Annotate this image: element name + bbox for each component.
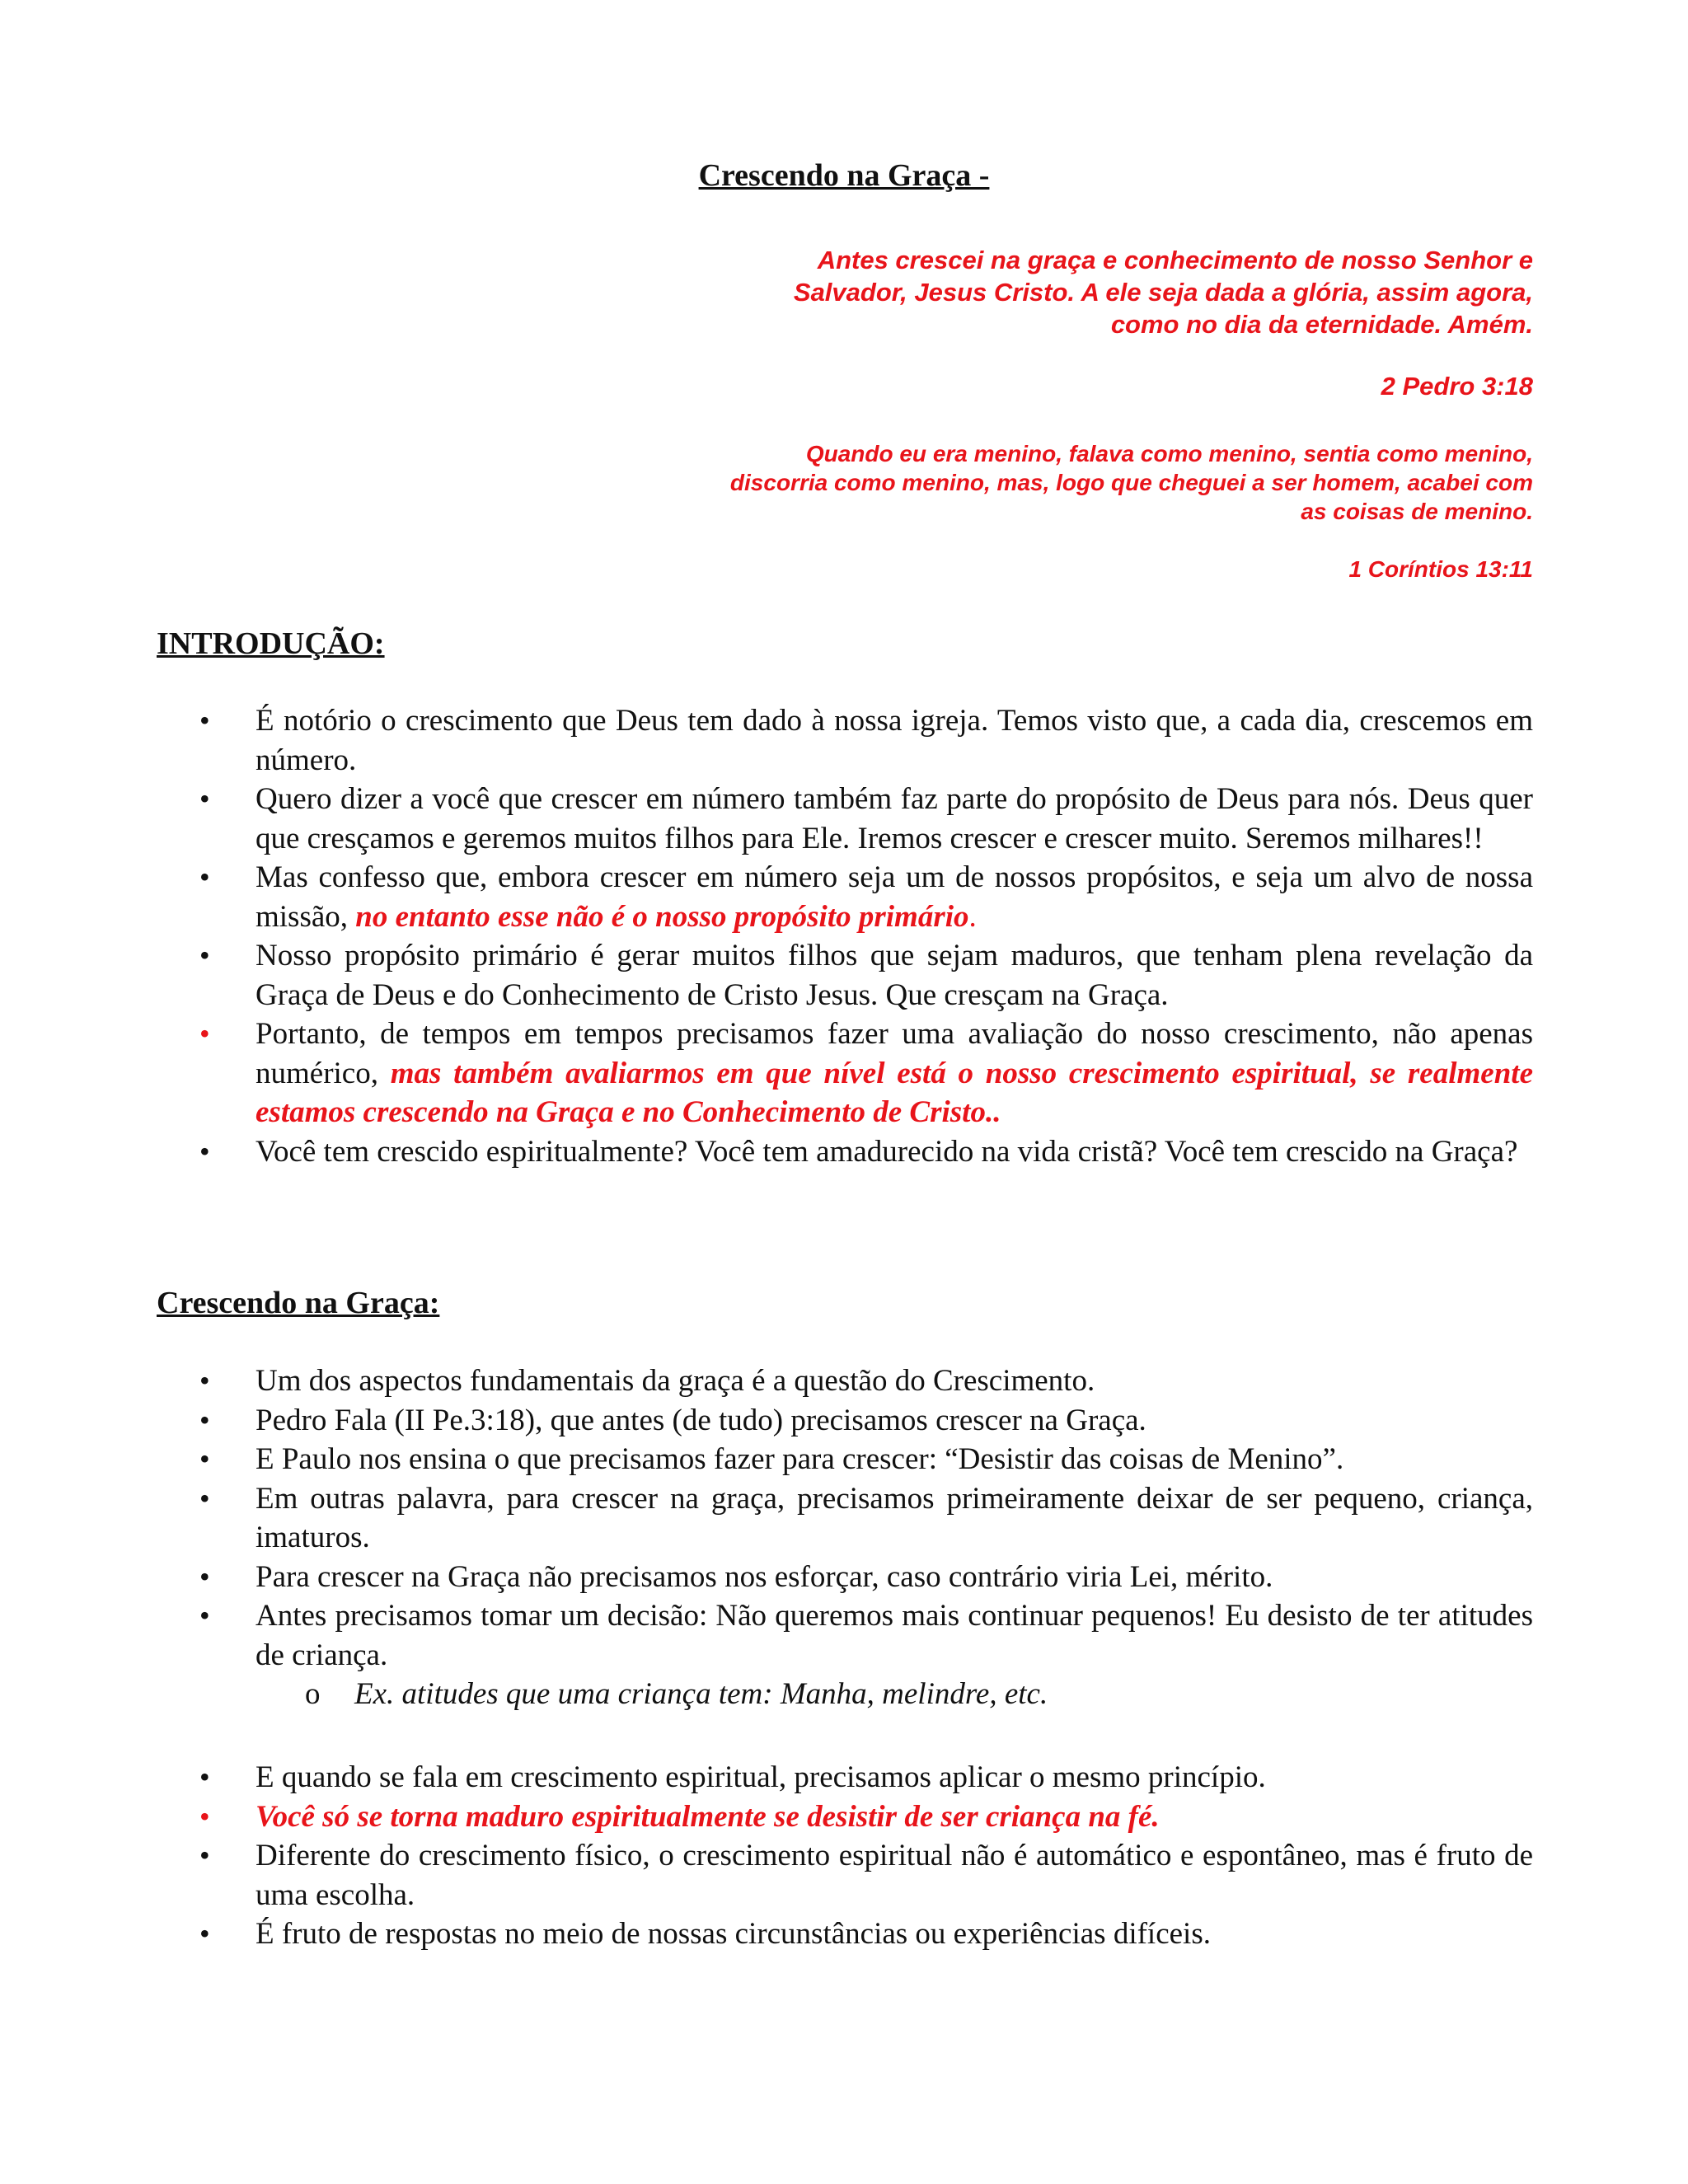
item-emphasis: no entanto esse não é o nosso propósito primário: [355, 899, 969, 934]
introduction-heading: INTRODUÇÃO:: [157, 626, 385, 661]
list-item: [157, 1440, 1533, 1479]
epigraph-reference-corinthians: 1 Coríntios 13:11: [1348, 556, 1533, 582]
growing-in-grace-heading: Crescendo na Graça:: [157, 1286, 440, 1320]
item-text: Antes precisamos tomar um decisão: Não queremos mais continuar pequenos! Eu desisto de ter atitudes de criança.: [256, 1599, 1533, 1672]
item-text: Em outras palavra, para crescer na graça, precisamos primeiramente deixar de ser pequeno, criança, imaturos.: [256, 1481, 1533, 1554]
epigraph-line: Quando eu era menino, falava como menino, sentia como menino,: [805, 441, 1533, 466]
item-text: Você tem crescido espiritualmente? Você tem amadurecido na vida cristã? Você tem crescido na Graça?: [256, 1134, 1518, 1169]
introduction-list: [157, 701, 1533, 1171]
item-text: É notório o crescimento que Deus tem dado à nossa igreja. Temos visto que, a cada dia, crescemos em número.: [256, 704, 1533, 777]
list-item: [157, 858, 1533, 936]
epigraph-line: como no dia da eternidade. Amém.: [1110, 310, 1533, 339]
list-item: [157, 1758, 1533, 1797]
list-item: [157, 936, 1533, 1015]
item-emphasis: Você só se torna maduro espiritualmente se desistir de ser criança na fé.: [256, 1799, 1160, 1834]
item-text: Diferente do crescimento físico, o crescimento espiritual não é automático e espontâneo, mas é fruto de uma escolha.: [256, 1839, 1533, 1912]
page-title: Crescendo na Graça -: [698, 158, 990, 193]
epigraph-line: as coisas de menino.: [1301, 499, 1533, 524]
list-item: [157, 1836, 1533, 1915]
item-text: Um dos aspectos fundamentais da graça é a questão do Crescimento.: [256, 1364, 1095, 1398]
epigraph-corinthians: [577, 439, 1533, 526]
item-text: Mas confesso que, embora crescer em número seja um de nossos propósitos, e seja um alvo de nossa missão,: [256, 860, 1533, 934]
epigraph-reference-peter: 2 Pedro 3:18: [1381, 372, 1533, 401]
item-text: Pedro Fala (II Pe.3:18), que antes (de tudo) precisamos crescer na Graça.: [256, 1403, 1146, 1437]
list-item: [157, 1401, 1533, 1441]
item-text: Quero dizer a você que crescer em número também faz parte do propósito de Deus para nós. Deus quer que cresçamos e geremos muitos filhos para Ele. Iremos crescer e crescer muito. Seremos milhares!!: [256, 782, 1533, 855]
growing-in-grace-list: [157, 1361, 1533, 1714]
list-item: [157, 1797, 1533, 1837]
item-text: E Paulo nos ensina o que precisamos fazer para crescer: “Desistir das coisas de Menino”.: [256, 1442, 1344, 1476]
item-after: .: [968, 899, 977, 934]
list-item: [157, 1015, 1533, 1132]
item-text: E quando se fala em crescimento espiritual, precisamos aplicar o mesmo princípio.: [256, 1760, 1266, 1794]
list-item: [157, 1558, 1533, 1597]
list-item: [157, 701, 1533, 780]
list-item: [157, 1915, 1533, 1954]
item-text: Portanto, de tempos em tempos precisamos fazer uma avaliação do nosso crescimento, não apenas numérico,: [256, 1017, 1533, 1090]
item-text: É fruto de respostas no meio de nossas circunstâncias ou experiências difíceis.: [256, 1917, 1211, 1951]
epigraph-line: discorria como menino, mas, logo que cheguei a ser homem, acabei com: [729, 470, 1533, 495]
epigraph-peter: [577, 244, 1533, 340]
sub-list-item: o Ex. atitudes que uma criança tem: Manha, melindre, etc.: [157, 1675, 1533, 1714]
list-item: [157, 1132, 1533, 1172]
item-text: Para crescer na Graça não precisamos nos esforçar, caso contrário viria Lei, mérito.: [256, 1559, 1273, 1594]
list-item: [157, 1479, 1533, 1558]
growing-in-grace-list-continued: [157, 1758, 1533, 1954]
list-item: [157, 780, 1533, 858]
item-text: Nosso propósito primário é gerar muitos filhos que sejam maduros, que tenham plena revelação da Graça de Deus e do Conhecimento de Cristo Jesus. Que cresçam na Graça.: [256, 939, 1533, 1012]
list-item: [157, 1361, 1533, 1401]
epigraph-line: Salvador, Jesus Cristo. A ele seja dada a glória, assim agora,: [793, 278, 1533, 307]
item-emphasis: mas também avaliarmos em que nível está o nosso crescimento espiritual, se realmente estamos crescendo na Graça e no Conhecimento de Cristo..: [256, 1056, 1533, 1129]
list-item: [157, 1596, 1533, 1675]
epigraph-line: Antes crescei na graça e conhecimento de nosso Senhor e: [817, 246, 1533, 274]
